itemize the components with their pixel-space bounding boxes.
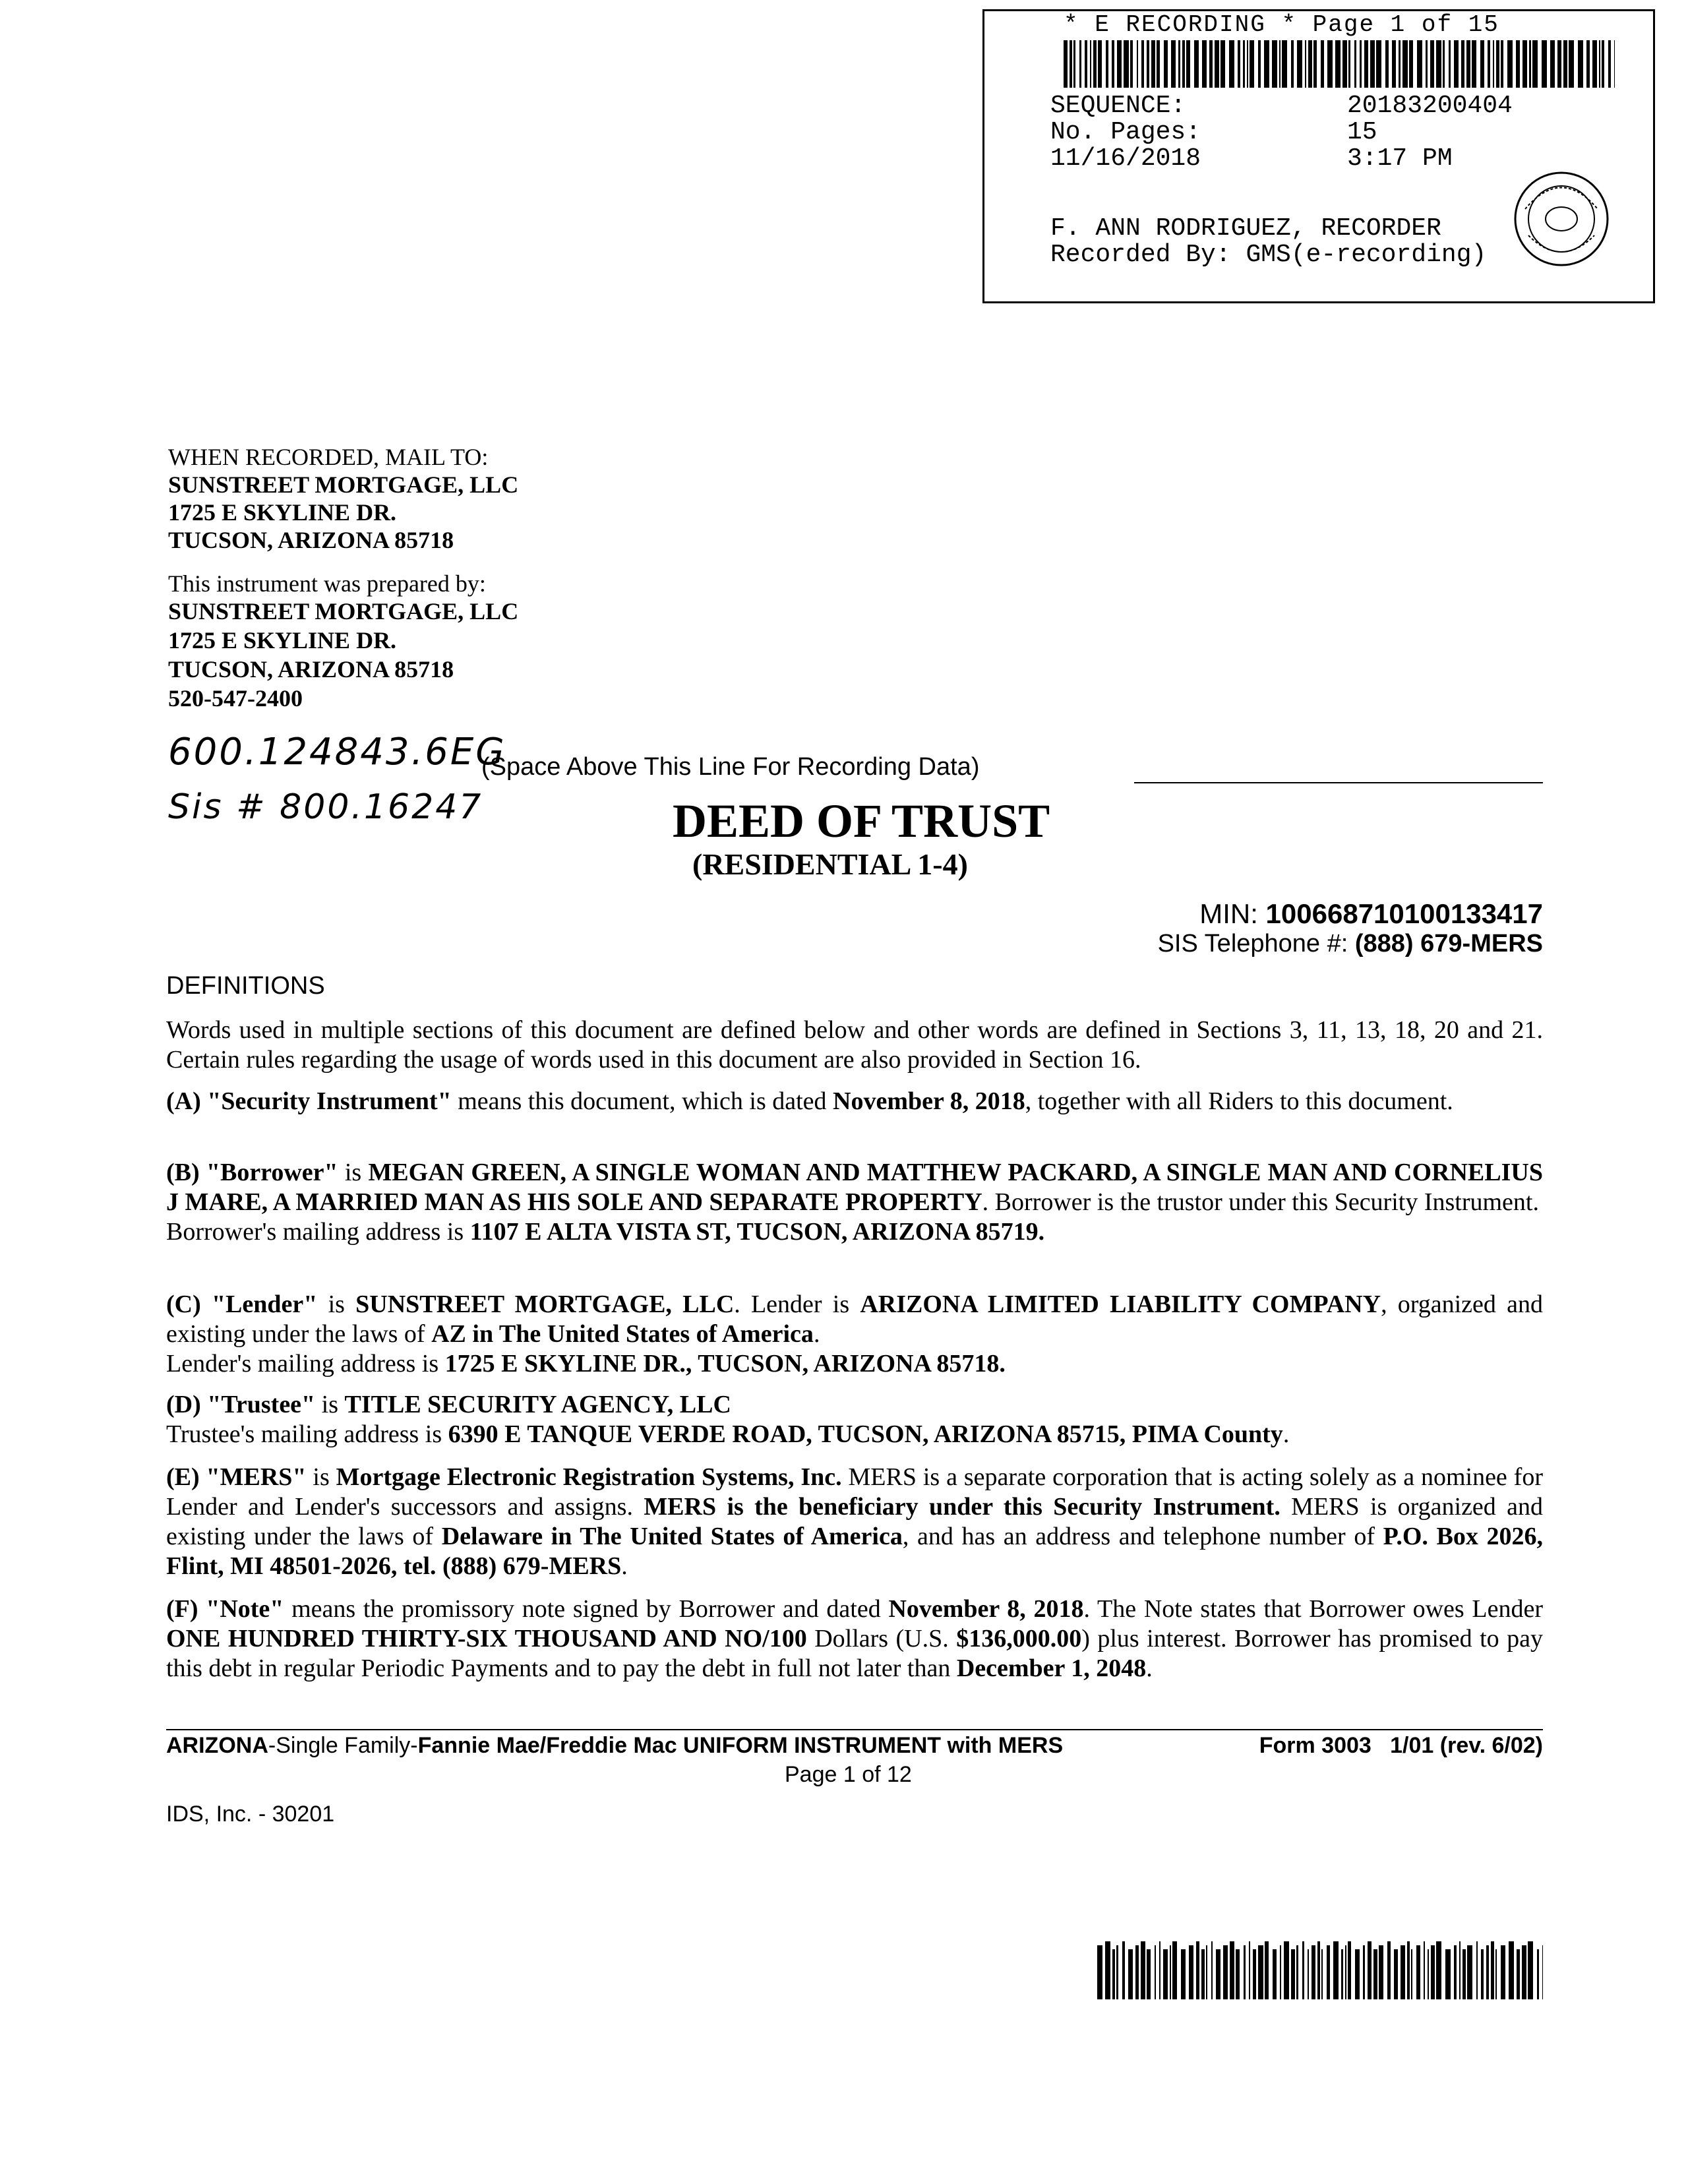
barcode-bar — [1385, 40, 1389, 88]
barcode-bar — [1147, 1949, 1151, 1999]
def-e-text1: is — [306, 1463, 336, 1491]
def-d-text2: . — [1282, 1420, 1290, 1448]
barcode-bar — [1157, 40, 1160, 88]
barcode-bar — [1467, 1945, 1472, 1999]
def-a-text2: , together with all Riders to this document. — [1025, 1087, 1453, 1115]
def-b-address-text: Borrower's mailing address is — [166, 1218, 470, 1246]
barcode-bar — [1496, 40, 1499, 88]
barcode-bar — [1181, 1949, 1186, 1999]
lender-jurisdiction: AZ in The United States of America — [431, 1320, 814, 1348]
barcode-bar — [1122, 1941, 1125, 1999]
footer-rule — [166, 1729, 1543, 1730]
recording-data-line: (Space Above This Line For Recording Data) — [481, 753, 980, 781]
barcode-bar — [1466, 40, 1470, 88]
mers-beneficiary: MERS is the beneficiary under this Security Instrument. — [644, 1493, 1281, 1521]
barcode-bar — [1342, 40, 1347, 88]
barcode-bar — [1387, 1941, 1391, 1999]
barcode-bar — [1249, 1941, 1250, 1999]
lender-address: 1725 E SKYLINE DR., TUCSON, ARIZONA 85718. — [444, 1350, 1006, 1378]
barcode-bar — [1308, 40, 1312, 88]
barcode-bar — [1206, 1945, 1207, 1999]
barcode-bar — [1522, 1945, 1526, 1999]
barcode-bar — [1341, 1949, 1343, 1999]
def-a-date: November 8, 2018 — [833, 1087, 1025, 1115]
barcode-bar — [1348, 40, 1350, 88]
def-a-text1: means this document, which is dated — [451, 1087, 833, 1115]
min-label: MIN: — [1199, 898, 1258, 929]
def-d-address-text: Trustee's mailing address is — [166, 1420, 448, 1448]
note-amount-words: ONE HUNDRED THIRTY-SIX THOUSAND AND NO/100 — [166, 1625, 807, 1653]
mail-to-street: 1725 E SKYLINE DR. — [168, 499, 397, 526]
def-f-text1: means the promissory note signed by Borrower and dated — [284, 1595, 889, 1623]
barcode-bar — [1093, 40, 1097, 88]
barcode-bar — [1392, 40, 1396, 88]
sis-label: SIS Telephone #: — [1157, 930, 1348, 957]
mers-jurisdiction: Delaware in The United States of America — [441, 1523, 903, 1550]
def-e-text3: MERS is organized and existing under the laws of — [166, 1493, 1544, 1550]
term-trustee: (D) "Trustee" — [166, 1391, 316, 1418]
trustee-address: 6390 E TANQUE VERDE ROAD, TUCSON, ARIZONA 85715, PIMA County — [448, 1420, 1283, 1448]
barcode-bar — [1486, 1945, 1489, 1999]
barcode-bar — [1230, 1941, 1234, 1999]
definition-security-instrument — [166, 1087, 1543, 1116]
county-recorder-seal-icon — [1512, 169, 1611, 268]
barcode-bar — [1182, 40, 1185, 88]
mers-contact: P.O. Box 2026, Flint, MI 48501-2026, tel. (888) 679-MERS — [166, 1523, 1543, 1580]
barcode-bar — [1394, 1949, 1398, 1999]
barcode-bar — [1449, 40, 1451, 88]
barcode-bar — [1097, 1945, 1102, 1999]
barcode-bar — [1529, 40, 1531, 88]
barcode-bar — [1189, 1945, 1193, 1999]
def-e-text5: . — [621, 1552, 628, 1580]
barcode-bar — [1517, 1949, 1520, 1999]
stamp-header: * E RECORDING * Page 1 of 15 — [1064, 11, 1499, 38]
mail-to-city: TUCSON, ARIZONA 85718 — [168, 527, 454, 553]
def-c-text1: is — [317, 1290, 356, 1318]
barcode-bar — [1194, 40, 1199, 88]
barcode-bar — [1221, 40, 1225, 88]
term-mers: (E) "MERS" — [166, 1463, 307, 1491]
footer-desc1: -Single Family- — [268, 1733, 418, 1758]
barcode-bar — [1141, 40, 1144, 88]
barcode-bar — [1401, 1945, 1405, 1999]
note-date: November 8, 2018 — [888, 1595, 1084, 1623]
barcode-bar — [1481, 1949, 1484, 1999]
barcode-bar — [1311, 1945, 1315, 1999]
recorder-name: F. ANN RODRIGUEZ, RECORDER — [1050, 214, 1441, 243]
definition-trustee — [166, 1390, 1543, 1449]
barcode-bar — [1073, 40, 1075, 88]
barcode-bar — [1279, 40, 1281, 88]
barcode-bar — [1542, 1945, 1543, 1999]
barcode-bar — [1196, 1941, 1199, 1999]
note-maturity: December 1, 2048 — [956, 1654, 1147, 1682]
borrower-address: 1107 E ALTA VISTA ST, TUCSON, ARIZONA 85719. — [469, 1218, 1045, 1246]
barcode-bar — [1170, 1945, 1171, 1999]
barcode-bar — [1363, 1945, 1365, 1999]
barcode-bar — [1355, 1949, 1360, 1999]
barcode-bar — [1253, 1949, 1256, 1999]
def-b-text2: . Borrower is the trustor under this Security Instrument. — [982, 1188, 1539, 1216]
def-f-text4: ) plus interest. Borrower has promised to pay this debt in regular Periodic Payments and to pay the debt in full not later than — [166, 1625, 1543, 1682]
barcode-bar — [1354, 40, 1356, 88]
barcode-bar — [1476, 1941, 1478, 1999]
barcode-bar — [1258, 40, 1261, 88]
prepared-by-city: TUCSON, ARIZONA 85718 — [168, 656, 454, 682]
barcode-bar — [1333, 1941, 1339, 1999]
note-amount: $136,000.00 — [956, 1625, 1082, 1653]
barcode-bar — [1296, 1945, 1298, 1999]
barcode-bar — [1229, 40, 1234, 88]
barcode-bar — [1416, 1945, 1420, 1999]
barcode-bar — [1516, 40, 1520, 88]
barcode-bar — [1291, 1949, 1295, 1999]
barcode-bar — [1569, 40, 1574, 88]
definition-borrower — [166, 1158, 1543, 1247]
definitions-heading: DEFINITIONS — [166, 972, 325, 1000]
barcode-bar — [1399, 40, 1401, 88]
barcode-bar — [1563, 40, 1567, 88]
barcode-bar — [1462, 1949, 1466, 1999]
recording-stamp — [982, 9, 1655, 303]
barcode-bar — [1491, 1941, 1494, 1999]
barcode-bar — [1417, 40, 1422, 88]
prepared-by-name: SUNSTREET MORTGAGE, LLC — [168, 598, 519, 624]
barcode-bar — [1244, 1945, 1246, 1999]
footer-page-number: Page 1 of 12 — [785, 1762, 912, 1787]
barcode-bar — [1586, 40, 1590, 88]
def-c-text4: . — [813, 1320, 820, 1348]
barcode-bar — [1243, 40, 1245, 88]
barcode-bar — [1368, 1941, 1372, 1999]
def-c-address-text: Lender's mailing address is — [166, 1350, 445, 1378]
barcode-bar — [1542, 40, 1547, 88]
sis-value: (888) 679-MERS — [1354, 930, 1543, 957]
recording-data-rule — [1134, 782, 1543, 783]
barcode-bar — [1608, 40, 1611, 88]
barcode-bar — [1550, 40, 1555, 88]
barcode-bar — [1064, 40, 1068, 88]
sequence-value: 20183200404 — [1347, 92, 1513, 120]
barcode-bar — [1528, 1941, 1533, 1999]
prepared-by-phone: 520-547-2400 — [168, 685, 303, 712]
barcode-bar — [1124, 40, 1129, 88]
barcode-bar — [1578, 40, 1583, 88]
barcode-bar — [1459, 1941, 1461, 1999]
barcode-bar — [1273, 1949, 1277, 1999]
barcode-bar — [1258, 1945, 1263, 1999]
barcode-bar — [1282, 40, 1287, 88]
barcode-bar — [1454, 40, 1459, 88]
barcode-bar — [1155, 1945, 1156, 1999]
barcode-bar — [1431, 1945, 1435, 1999]
mail-to-name: SUNSTREET MORTGAGE, LLC — [168, 471, 519, 498]
page-barcode — [1097, 1941, 1543, 1999]
barcode-bar — [1436, 1941, 1441, 1999]
barcode-bar — [1284, 1941, 1289, 1999]
barcode-bar — [1297, 40, 1302, 88]
barcode-bar — [1130, 40, 1133, 88]
lender-entity: ARIZONA LIMITED LIABILITY COMPANY — [860, 1290, 1381, 1318]
barcode-bar — [1280, 1945, 1281, 1999]
borrower-names: MEGAN GREEN, A SINGLE WOMAN AND MATTHEW PACKARD, A SINGLE MAN AND CORNELIUS J MARE, A MARRIED MAN AS HIS SOLE AND SEPARATE PROPERTY — [166, 1159, 1543, 1216]
barcode-bar — [1135, 1945, 1139, 1999]
barcode-bar — [1147, 40, 1149, 88]
barcode-bar — [1407, 1941, 1410, 1999]
barcode-bar — [1186, 40, 1190, 88]
def-d-text1: is — [315, 1391, 345, 1418]
barcode-bar — [1090, 40, 1091, 88]
barcode-bar — [1522, 40, 1527, 88]
barcode-bar — [1602, 40, 1604, 88]
barcode-bar — [1495, 1949, 1497, 1999]
barcode-bar — [1250, 40, 1254, 88]
barcode-bar — [1117, 40, 1122, 88]
barcode-bar — [1265, 1941, 1269, 1999]
barcode-bar — [1209, 40, 1213, 88]
barcode-bar — [1223, 1945, 1228, 1999]
barcode-bar — [1327, 1945, 1330, 1999]
barcode-bar — [1379, 1945, 1383, 1999]
min-line — [1199, 898, 1543, 930]
barcode-bar — [1348, 1941, 1351, 1999]
barcode-bar — [1070, 40, 1072, 88]
def-f-text5: . — [1146, 1654, 1153, 1682]
barcode-bar — [1313, 40, 1317, 88]
prepared-by-street: 1725 E SKYLINE DR. — [168, 627, 397, 653]
barcode-bar — [1305, 40, 1306, 88]
term-borrower: (B) "Borrower" — [166, 1159, 338, 1186]
barcode-bar — [1402, 40, 1408, 88]
barcode-bar — [1426, 40, 1428, 88]
barcode-bar — [1116, 1945, 1118, 1999]
barcode-bar — [1141, 1941, 1145, 1999]
barcode-bar — [1454, 1945, 1457, 1999]
barcode-bar — [1321, 40, 1324, 88]
barcode-bar — [1201, 1949, 1205, 1999]
barcode-bar — [1112, 40, 1114, 88]
footer-desc2: Fannie Mae/Freddie Mac UNIFORM INSTRUMENT with MERS — [417, 1733, 1064, 1758]
mers-name: Mortgage Electronic Registration Systems, Inc. — [336, 1463, 842, 1491]
barcode-bar — [1424, 1941, 1425, 1999]
barcode-bar — [1345, 1945, 1346, 1999]
barcode-bar — [1106, 40, 1108, 88]
barcode-bar — [1164, 40, 1168, 88]
barcode-bar — [1461, 40, 1464, 88]
barcode-bar — [1480, 40, 1484, 88]
barcode-bar — [1445, 1949, 1451, 1999]
footer-state: ARIZONA — [166, 1733, 268, 1758]
definition-lender — [166, 1290, 1543, 1379]
barcode-bar — [1238, 40, 1240, 88]
barcode-bar — [1411, 1949, 1412, 1999]
term-note: (F) "Note" — [166, 1595, 284, 1623]
barcode-bar — [1443, 40, 1445, 88]
lender-name: SUNSTREET MORTGAGE, LLC — [355, 1290, 735, 1318]
def-c-text3: , organized and existing under the laws of — [166, 1290, 1543, 1348]
def-b-text1: is — [338, 1159, 369, 1186]
barcode-bar — [1202, 40, 1207, 88]
def-c-text2: . Lender is — [734, 1290, 860, 1318]
recording-date: 11/16/2018 — [1050, 144, 1201, 173]
definition-mers — [166, 1463, 1543, 1581]
barcode-bar — [1105, 1941, 1110, 1999]
recorded-by: Recorded By: GMS(e-recording) — [1050, 241, 1487, 269]
pages-label: No. Pages: — [1050, 118, 1201, 146]
pages-value: 15 — [1347, 118, 1377, 146]
recording-time: 3:17 PM — [1347, 144, 1453, 173]
footer-form-description — [166, 1733, 1063, 1759]
barcode-bar — [1264, 40, 1269, 88]
barcode-bar — [1098, 40, 1102, 88]
barcode-bar — [1537, 1949, 1539, 1999]
sis-line — [1158, 930, 1543, 958]
footer-form-number: Form 3003 1/01 (rev. 6/02) — [1259, 1733, 1543, 1758]
definition-note — [166, 1594, 1543, 1684]
prepared-by-heading: This instrument was prepared by: — [168, 570, 486, 597]
barcode-bar — [1216, 1949, 1221, 1999]
barcode-bar — [1085, 40, 1087, 88]
barcode-bar — [1592, 40, 1597, 88]
def-e-text2: MERS is a separate corporation that is acting solely as a nominee for Lender and Lender's successors and assigns. — [166, 1463, 1543, 1521]
barcode-bar — [1599, 40, 1600, 88]
barcode-bar — [1236, 1949, 1240, 1999]
term-security-instrument: (A) "Security Instrument" — [166, 1087, 452, 1115]
document-title: DEED OF TRUST — [673, 795, 1050, 847]
def-f-text2: . The Note states that Borrower owes Lender — [1083, 1595, 1543, 1623]
term-lender: (C) "Lender" — [166, 1290, 318, 1318]
barcode-bar — [1373, 1949, 1377, 1999]
barcode-bar — [1172, 1941, 1177, 1999]
barcode-bar — [1272, 40, 1277, 88]
barcode-bar — [1215, 40, 1219, 88]
barcode-bar — [1488, 40, 1490, 88]
footer-vendor: IDS, Inc. - 30201 — [166, 1802, 335, 1827]
barcode-bar — [1128, 1949, 1133, 1999]
mail-to-heading: WHEN RECORDED, MAIL TO: — [168, 444, 489, 470]
barcode-bar — [1501, 40, 1503, 88]
barcode-bar — [1302, 1941, 1304, 1999]
barcode-bar — [1327, 40, 1333, 88]
barcode-bar — [1532, 40, 1538, 88]
trustee-name: TITLE SECURITY AGENCY, LLC — [344, 1391, 731, 1418]
barcode-bar — [1178, 40, 1180, 88]
barcode-bar — [1436, 40, 1441, 88]
sequence-label: SEQUENCE: — [1050, 92, 1186, 120]
barcode-bar — [1317, 1941, 1320, 1999]
barcode-bar — [1159, 1941, 1160, 1999]
barcode-bar — [1137, 40, 1138, 88]
barcode-bar — [1409, 40, 1413, 88]
barcode-bar — [1376, 40, 1381, 88]
barcode-bar — [1364, 40, 1368, 88]
barcode-bar — [1430, 40, 1434, 88]
barcode-bar — [1360, 40, 1362, 88]
def-f-text3: Dollars (U.S. — [806, 1625, 957, 1653]
handwritten-file-number: 600.124843.6EG — [168, 731, 506, 774]
barcode-bar — [1211, 1941, 1213, 1999]
barcode-bar — [1171, 40, 1176, 88]
barcode-bar — [1370, 40, 1375, 88]
document-subtitle: (RESIDENTIAL 1-4) — [692, 847, 968, 881]
barcode-bar — [1507, 40, 1513, 88]
barcode-bar — [1335, 40, 1341, 88]
def-e-text4: , and has an address and telephone number of — [902, 1523, 1383, 1550]
barcode-bar — [1163, 1949, 1168, 1999]
min-value: 100668710100133417 — [1265, 898, 1543, 929]
barcode-bar — [1247, 40, 1248, 88]
barcode-bar — [1291, 40, 1294, 88]
barcode-bar — [1321, 1949, 1323, 1999]
barcode-bar — [1472, 40, 1476, 88]
barcode-bar — [1151, 40, 1155, 88]
barcode-bar — [1428, 1949, 1429, 1999]
barcode-bar — [1079, 40, 1081, 88]
barcode-bar — [1493, 40, 1494, 88]
barcode-bar — [1509, 1941, 1514, 1999]
stamp-barcode — [1064, 40, 1615, 88]
barcode-bar — [1614, 40, 1615, 88]
definitions-intro: Words used in multiple sections of this document are defined below and other words are defined in Sections 3, 11, 13, 18, 20 and 21. Certain rules regarding the usage of words used in this document are also provided in Section 16. — [166, 1016, 1543, 1074]
barcode-bar — [1308, 1949, 1309, 1999]
barcode-bar — [1112, 1949, 1115, 1999]
barcode-bar — [1501, 1945, 1505, 1999]
handwritten-sis-number: Sis # 800.16247 — [168, 787, 483, 827]
barcode-bar — [1557, 40, 1561, 88]
